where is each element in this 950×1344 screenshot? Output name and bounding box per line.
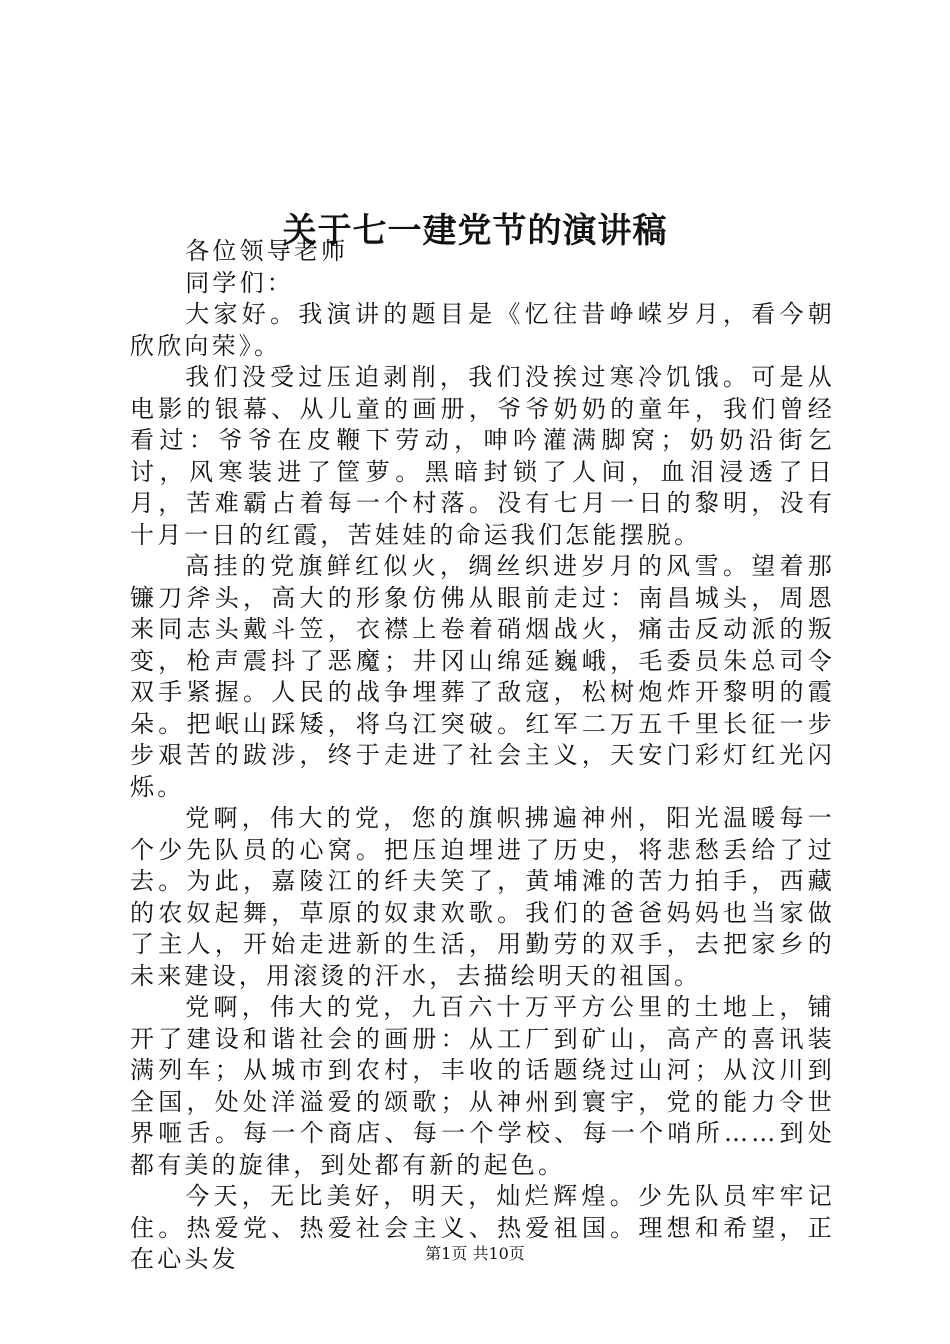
paragraph: 高挂的党旗鲜红似火，绸丝织进岁月的风雪。望着那镰刀斧头，高大的形象仿佛从眼前走过：南昌城头，周恩来同志头戴斗笠，衣襟上卷着硝烟战火，痛击反动派的叛变，枪声震抖了恶魔；井冈山绵延巍峨，毛委员朱总司令双手紧握。人民的战争埋葬了敌寇，松树炮炸开黎明的霞朵。把岷山踩矮，将乌江突破。红军二万五千里长征一步步艰苦的跋涉，终于走进了社会主义，天安门彩灯红光闪烁。 xyxy=(130,552,835,801)
paragraph: 党啊，伟大的党，九百六十万平方公里的土地上，铺开了建设和谐社会的画册：从工厂到矿山，高产的喜讯装满列车；从城市到农村，丰收的话题绕过山河；从汶川到全国，处处洋溢爱的颂歌；从神州到寰宇，党的能力令世界咂舌。每一个商店、每一个学校、每一个哨所……到处都有美的旋律，到处都有新的起色。 xyxy=(130,993,835,1179)
paragraph: 大家好。我演讲的题目是《忆往昔峥嵘岁月，看今朝欣欣向荣》。 xyxy=(130,300,835,360)
salutation-line-1: 各位领导老师 xyxy=(185,237,349,265)
paragraph: 今天，无比美好，明天，灿烂辉煌。少先队员牢牢记住。热爱党、热爱社会主义、热爱祖国。理想和希望，正在心头发 xyxy=(130,1182,835,1273)
salutation-line-2: 同学们： xyxy=(185,268,294,297)
paragraph: 党啊，伟大的党，您的旗帜拂遍神州，阳光温暖每一个少先队员的心窝。把压迫埋进了历史，将悲愁丢给了过去。为此，嘉陵江的纤夫笑了，黄埔滩的苦力拍手，西藏的农奴起舞，草原的奴隶欢歌。我们的爸爸妈妈也当家做了主人，开始走进新的生活，用勤劳的双手，去把家乡的未来建设，用滚烫的汗水，去描绘明天的祖国。 xyxy=(130,804,835,990)
paragraph: 我们没受过压迫剥削，我们没挨过寒冷饥饿。可是从电影的银幕、从儿童的画册，爷爷奶奶的童年，我们曾经看过：爷爷在皮鞭下劳动，呻吟灌满脚窝；奶奶沿街乞讨，风寒装进了筐萝。黑暗封锁了人间，血泪浸透了日月，苦难霸占着每一个村落。没有七月一日的黎明，没有十月一日的红霞，苦娃娃的命运我们怎能摆脱。 xyxy=(130,363,835,549)
page-title: 关于七一建党节的演讲稿 xyxy=(282,210,668,251)
page-number-footer: 第1页 共10页 xyxy=(425,1244,525,1263)
document-body xyxy=(130,236,835,1276)
